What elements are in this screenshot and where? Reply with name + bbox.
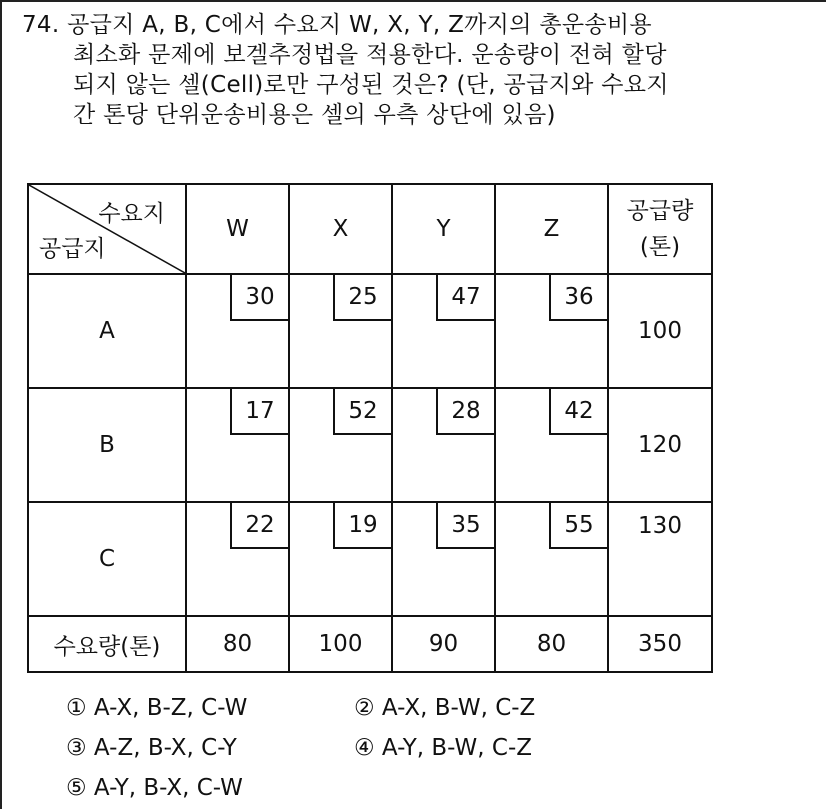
demand-head-w: W bbox=[186, 184, 289, 274]
transportation-table bbox=[27, 183, 713, 673]
cell-a-x bbox=[289, 274, 392, 388]
question-line-2: 최소화 문제에 보겔추정법을 적용한다. 운송량이 전혀 할당 bbox=[73, 42, 667, 68]
cell-c-y bbox=[392, 502, 495, 616]
question-text bbox=[22, 10, 802, 130]
total-quantity: 350 bbox=[608, 616, 712, 672]
option-4[interactable]: ④ A-Y, B-W, C-Z bbox=[354, 735, 533, 761]
question-line-4: 간 톤당 단위운송비용은 셀의 우측 상단에 있음) bbox=[73, 102, 556, 128]
cell-c-z bbox=[495, 502, 608, 616]
row-c bbox=[28, 502, 712, 616]
option-3[interactable]: ③ A-Z, B-X, C-Y bbox=[66, 735, 237, 761]
demand-y: 90 bbox=[392, 616, 495, 672]
supply-head-line-2: (톤) bbox=[639, 234, 681, 260]
cell-a-z bbox=[495, 274, 608, 388]
frame-left-border bbox=[0, 0, 2, 809]
demand-head-x: X bbox=[289, 184, 392, 274]
cost-b-x: 52 bbox=[333, 389, 391, 435]
cell-a-w bbox=[186, 274, 289, 388]
cost-b-y: 28 bbox=[436, 389, 494, 435]
demand-head-z: Z bbox=[495, 184, 608, 274]
cost-c-x: 19 bbox=[333, 503, 391, 549]
cost-a-z: 36 bbox=[549, 275, 607, 321]
cost-c-z: 55 bbox=[549, 503, 607, 549]
cost-a-y: 47 bbox=[436, 275, 494, 321]
header-row bbox=[28, 184, 712, 274]
cell-b-w bbox=[186, 388, 289, 502]
cost-b-w: 17 bbox=[230, 389, 288, 435]
cost-b-z: 42 bbox=[549, 389, 607, 435]
option-2[interactable]: ② A-X, B-W, C-Z bbox=[354, 695, 536, 721]
cell-b-z bbox=[495, 388, 608, 502]
question-line-1: 74. 공급지 A, B, C에서 수요지 W, X, Y, Z까지의 총운송비용 bbox=[22, 12, 652, 38]
supply-head-line-1: 공급량 bbox=[626, 198, 694, 224]
option-1[interactable]: ① A-X, B-Z, C-W bbox=[66, 695, 248, 721]
supply-b: 120 bbox=[608, 388, 712, 502]
row-b bbox=[28, 388, 712, 502]
cell-c-w bbox=[186, 502, 289, 616]
option-5[interactable]: ⑤ A-Y, B-X, C-W bbox=[66, 775, 243, 801]
supply-head bbox=[608, 184, 712, 274]
row-label-c: C bbox=[28, 502, 186, 616]
demand-x: 100 bbox=[289, 616, 392, 672]
supply-c: 130 bbox=[608, 502, 712, 616]
footer-label: 수요량(톤) bbox=[28, 616, 186, 672]
cost-c-w: 22 bbox=[230, 503, 288, 549]
cell-a-y bbox=[392, 274, 495, 388]
demand-w: 80 bbox=[186, 616, 289, 672]
cell-b-x bbox=[289, 388, 392, 502]
cell-b-y bbox=[392, 388, 495, 502]
row-a bbox=[28, 274, 712, 388]
supply-a: 100 bbox=[608, 274, 712, 388]
corner-cell bbox=[28, 184, 186, 274]
frame-top-border bbox=[0, 0, 826, 2]
corner-demand-label: 수요지 bbox=[98, 201, 165, 227]
footer-row bbox=[28, 616, 712, 672]
cost-a-w: 30 bbox=[230, 275, 288, 321]
question-line-3: 되지 않는 셀(Cell)로만 구성된 것은? (단, 공급지와 수요지 bbox=[73, 72, 669, 98]
demand-z: 80 bbox=[495, 616, 608, 672]
row-label-b: B bbox=[28, 388, 186, 502]
demand-head-y: Y bbox=[392, 184, 495, 274]
cost-c-y: 35 bbox=[436, 503, 494, 549]
cell-c-x bbox=[289, 502, 392, 616]
cost-a-x: 25 bbox=[333, 275, 391, 321]
corner-supply-label: 공급지 bbox=[39, 236, 106, 262]
row-label-a: A bbox=[28, 274, 186, 388]
